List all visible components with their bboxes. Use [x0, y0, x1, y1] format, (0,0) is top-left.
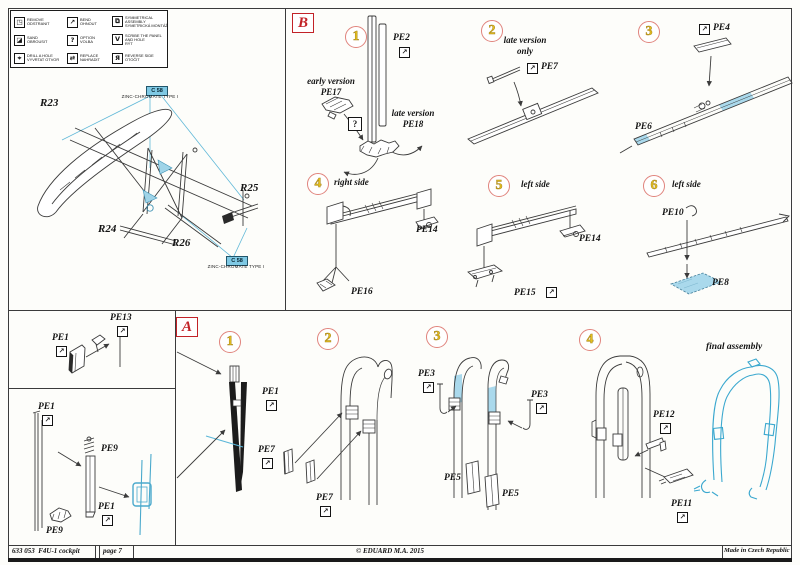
footer-divider-1: [95, 545, 96, 558]
part-label-pe14: PE14: [416, 225, 438, 235]
legend-label: SAND: [27, 34, 38, 40]
legend-item-replace: [67, 53, 112, 64]
part-label-pe7: PE7: [541, 62, 558, 72]
section-b-letter: B: [292, 13, 314, 33]
legend-label: REVERSE SIDE: [125, 52, 154, 58]
step-b6-number: 6: [643, 175, 665, 197]
legend-item-remove: [14, 17, 67, 28]
part-label-pe4: PE4: [713, 23, 730, 33]
note-right-side: right side: [334, 177, 369, 187]
sand-icon: ◪: [14, 35, 25, 46]
part-label-pe1: PE1: [262, 387, 279, 397]
b5-drawing: [468, 206, 585, 287]
footer-bar: [8, 558, 792, 562]
b3-drawing: [620, 38, 792, 153]
legend-label: DRILL A HOLE: [27, 52, 53, 58]
step-b2-number: 2: [481, 20, 503, 42]
a2-drawing: [284, 357, 393, 505]
part-label-pe10: PE10: [662, 208, 684, 218]
part-label-pe1: PE1: [38, 402, 55, 412]
legend-label-cz: OTOČIT: [125, 57, 140, 62]
part-label-pe2: PE2: [393, 33, 410, 43]
bend-icon: ↗: [423, 382, 434, 393]
part-label-r25: R25: [240, 182, 259, 194]
part-label-pe8: PE8: [712, 278, 729, 288]
legend-item-drill: [14, 53, 67, 64]
footer-made-in: Made in Czech Republic: [724, 547, 790, 554]
part-label-pe7: PE7: [316, 493, 333, 503]
step-b3-number: 3: [638, 21, 660, 43]
part-label-pe11: PE11: [671, 499, 693, 509]
a4-drawing: [592, 356, 693, 498]
part-label-pe17: PE17: [320, 86, 342, 97]
section-a-letter: A: [176, 317, 198, 337]
bend-icon: ↗: [546, 287, 557, 298]
step-b5-number: 5: [488, 175, 510, 197]
bend-icon: ↗: [527, 63, 538, 74]
part-label-r23: R23: [40, 97, 59, 109]
part-label-r26: R26: [172, 237, 191, 249]
part-label-pe18: PE18: [402, 118, 424, 129]
note-left-side: left side: [521, 179, 550, 189]
bend-icon: ↗: [102, 515, 113, 526]
option-icon: ?: [67, 35, 78, 46]
legend-label: SYMMETRICAL ASSEMBLY: [125, 15, 153, 24]
bend-icon: ↗: [399, 47, 410, 58]
note-line: early version: [307, 76, 355, 86]
legend-label-cz: ODSTRANIT: [27, 21, 50, 26]
a1-drawing: [177, 352, 247, 492]
legend-item-scribe: [112, 34, 168, 47]
inset1-drawing: [69, 332, 123, 373]
a3-drawing: [437, 358, 533, 510]
symmetrical-assembly-icon: ⧉: [112, 16, 123, 27]
part-label-pe5: PE5: [444, 473, 461, 483]
legend-item-bend: [67, 17, 112, 28]
bend-icon: ↗: [262, 458, 273, 469]
legend-label-cz: SYMETRICKÁ MONTÁŽ: [125, 23, 168, 29]
catalog-number: 633 053: [12, 547, 35, 555]
legend-label: OPTION: [80, 34, 95, 40]
note-left-side: left side: [672, 179, 701, 189]
legend-label: BEND: [80, 16, 91, 22]
part-label-pe7: PE7: [258, 445, 275, 455]
note-line: late version: [391, 108, 435, 118]
b4-drawing: [317, 189, 438, 291]
step-a2-number: 2: [317, 328, 339, 350]
remove-icon: ◳: [14, 17, 25, 28]
legend-label: SCRIBE THE PANEL AND HOLE: [125, 33, 162, 42]
note-line: late version: [503, 35, 547, 45]
part-label-pe6: PE6: [635, 122, 652, 132]
step-b4-number: 4: [307, 173, 329, 195]
bend-icon: ↗: [67, 17, 78, 28]
bend-icon: ↗: [677, 512, 688, 523]
bend-icon: ↗: [536, 403, 547, 414]
divider-inset-split: [8, 388, 175, 389]
footer-top-line: [8, 545, 792, 546]
part-label-pe15: PE15: [514, 288, 536, 298]
part-label-pe3: PE3: [531, 390, 548, 400]
part-label-pe14: PE14: [579, 234, 601, 244]
footer-divider-4: [722, 545, 723, 558]
scribe-icon: V: [112, 34, 123, 45]
divider-insets: [175, 310, 176, 545]
option-icon: ?: [348, 117, 362, 131]
part-label-pe9: PE9: [101, 444, 118, 454]
footer-divider-3: [133, 545, 134, 558]
reverse-side-icon: Я: [112, 53, 123, 64]
part-label-pe9: PE9: [46, 526, 63, 536]
part-label-pe1: PE1: [98, 502, 115, 512]
replace-icon: ⇄: [67, 53, 78, 64]
part-label-r24: R24: [98, 223, 117, 235]
bend-icon: ↗: [266, 400, 277, 411]
step-a3-number: 3: [426, 326, 448, 348]
final-assembly-drawing: [694, 359, 779, 499]
bend-icon: ↗: [699, 24, 710, 35]
note-line: only: [516, 45, 533, 56]
part-label-pe13: PE13: [110, 313, 132, 323]
note-early-version: [298, 76, 364, 98]
note-final-assembly: final assembly: [706, 342, 763, 352]
b2-drawing: [468, 67, 598, 144]
set-title: F4U-1 cockpit: [38, 547, 80, 555]
paint-callout-badge: C 58: [146, 86, 168, 96]
note-late-version-only: [494, 35, 556, 57]
note-late-version: [380, 108, 446, 130]
legend-label-cz: VOLBA: [80, 39, 93, 44]
bend-icon: ↗: [42, 415, 53, 426]
footer-copyright: © EDUARD M.A. 2015: [356, 547, 425, 555]
legend-label-cz: OHNOUT: [80, 21, 97, 26]
paint-callout-badge: C 58: [226, 256, 248, 266]
border-right: [791, 8, 792, 558]
step-b1-number: 1: [345, 26, 367, 48]
step-a4-number: 4: [579, 329, 601, 351]
legend-item-option: [67, 35, 112, 46]
legend-label-cz: VYVRTAT OTVOR: [27, 57, 60, 62]
legend-label: REMOVE: [27, 16, 44, 22]
bend-icon: ↗: [660, 423, 671, 434]
footer-catalog: [12, 548, 80, 555]
part-label-pe3: PE3: [418, 369, 435, 379]
inset2-drawing: [33, 411, 151, 535]
footer-divider-2: [99, 545, 100, 558]
bend-icon: ↗: [56, 346, 67, 357]
legend-item-reverse: [112, 53, 168, 64]
divider-horizontal: [8, 310, 792, 311]
divider-b-section: [285, 8, 286, 310]
border-top: [8, 8, 792, 9]
symbol-legend: [10, 10, 168, 68]
footer-page: page 7: [103, 547, 122, 555]
legend-label-cz: RÝT: [125, 41, 133, 47]
legend-label-cz: OBROUSIT: [27, 39, 48, 44]
part-label-pe5: PE5: [502, 489, 519, 499]
step-a1-number: 1: [219, 331, 241, 353]
legend-label: REPLACE: [80, 52, 99, 58]
drill-icon: ⌖: [14, 53, 25, 64]
cockpit-frame-diagram: [38, 94, 258, 258]
legend-item-symmetrical: [112, 16, 168, 29]
bend-icon: ↗: [320, 506, 331, 517]
paint-callout-name: ZINC-CHROMATE TYPE I: [207, 264, 265, 269]
paint-callout-name: ZINC-CHROMATE TYPE I: [121, 94, 179, 99]
part-label-pe1: PE1: [52, 333, 69, 343]
part-label-pe16: PE16: [351, 287, 373, 297]
bend-icon: ↗: [117, 326, 128, 337]
part-label-pe12: PE12: [653, 410, 675, 420]
border-left: [8, 8, 9, 558]
legend-item-sand: [14, 35, 67, 46]
legend-label-cz: NAHRADIT: [80, 57, 100, 62]
